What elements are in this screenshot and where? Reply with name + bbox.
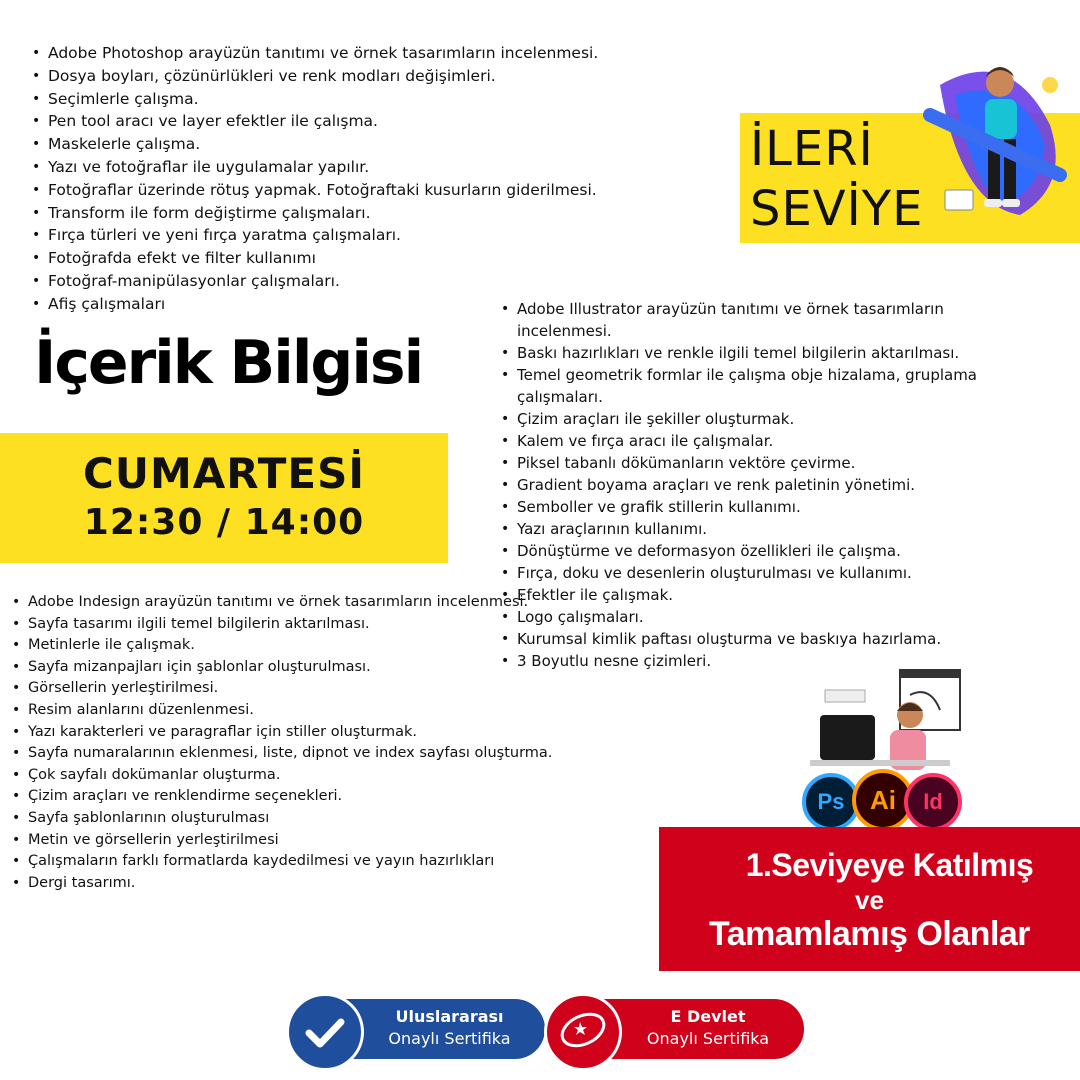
list-item: • Kalem ve fırça aracı ile çalışmalar. <box>497 430 1037 452</box>
list-item: • Fotoğraf-manipülasyonlar çalışmaları. <box>28 270 708 293</box>
list-item: • Afiş çalışmaları <box>28 293 708 316</box>
list-item: • Yazı araçlarının kullanımı. <box>497 518 1037 540</box>
list-item: • Logo çalışmaları. <box>497 606 1037 628</box>
international-cert-title: Uluslararası <box>395 1007 504 1026</box>
apps-illustration <box>780 665 980 830</box>
photoshop-badge: Ps <box>802 773 860 831</box>
schedule-day: CUMARTESİ <box>83 449 365 498</box>
list-item: • Piksel tabanlı dökümanların vektöre çevirme. <box>497 452 1037 474</box>
level-label: İLERİ SEVİYE <box>750 121 924 237</box>
indesign-badge: Id <box>904 773 962 831</box>
checkmark-icon <box>286 993 364 1071</box>
list-item: • Çizim araçları ve renklendirme seçenekleri. <box>8 786 568 808</box>
workstation-illustration <box>780 665 980 785</box>
list-item: • Çizim araçları ile şekiller oluşturmak. <box>497 408 1037 430</box>
content-title: İçerik Bilgisi <box>34 328 423 398</box>
list-item: • Efektler ile çalışmak. <box>497 584 1037 606</box>
list-item: • Adobe Illustrator arayüzün tanıtımı ve örnek tasarımların incelenmesi. <box>497 298 1037 342</box>
indesign-topics-list <box>8 592 568 894</box>
international-certificate-badge <box>290 999 545 1059</box>
list-item: • Transform ile form değiştirme çalışmaları. <box>28 202 708 225</box>
list-item: • Semboller ve grafik stillerin kullanımı. <box>497 496 1037 518</box>
edevlet-logo-icon <box>544 993 622 1071</box>
list-item: • Yazı karakterleri ve paragraflar için stiller oluşturmak. <box>8 722 568 744</box>
list-item: • Sayfa şablonlarının oluşturulması <box>8 808 568 830</box>
requirement-line-3: Tamamlamış Olanlar <box>708 915 1031 953</box>
list-item: • Temel geometrik formlar ile çalışma obje hizalama, gruplama çalışmaları. <box>497 364 1037 408</box>
illustrator-topics-list <box>497 298 1037 672</box>
requirement-line-2: ve <box>855 885 884 915</box>
list-item: • Sayfa tasarımı ilgili temel bilgilerin aktarılması. <box>8 614 568 636</box>
list-item: • 3 Boyutlu nesne çizimleri. <box>497 650 1037 672</box>
list-item: • Fotoğraflar üzerinde rötuş yapmak. Fotoğraftaki kusurların giderilmesi. <box>28 179 708 202</box>
list-item: • Resim alanlarını düzenlenmesi. <box>8 700 568 722</box>
list-item: • Seçimlerle çalışma. <box>28 88 708 111</box>
requirement-banner <box>659 827 1080 971</box>
list-item: • Maskelerle çalışma. <box>28 133 708 156</box>
edevlet-cert-subtitle: Onaylı Sertifika <box>646 1029 770 1048</box>
list-item: • Çalışmaların farklı formatlarda kaydedilmesi ve yayın hazırlıkları <box>8 851 568 873</box>
list-item: • Dosya boyları, çözünürlükleri ve renk modları değişimleri. <box>28 65 708 88</box>
international-cert-subtitle: Onaylı Sertifika <box>388 1029 511 1048</box>
list-item: • Metinlerle ile çalışmak. <box>8 635 568 657</box>
list-item: • Çok sayfalı dokümanlar oluşturma. <box>8 765 568 787</box>
list-item: • Sayfa numaralarının eklenmesi, liste, dipnot ve index sayfası oluşturma. <box>8 743 568 765</box>
list-item: • Dergi tasarımı. <box>8 873 568 895</box>
photoshop-topics-list <box>28 42 708 316</box>
list-item: • Adobe Photoshop arayüzün tanıtımı ve örnek tasarımların incelenmesi. <box>28 42 708 65</box>
list-item: • Fırça, doku ve desenlerin oluşturulması ve kullanımı. <box>497 562 1037 584</box>
schedule-time: 12:30 / 14:00 <box>83 502 365 543</box>
list-item: • Adobe Indesign arayüzün tanıtımı ve örnek tasarımların incelenmesi. <box>8 592 568 614</box>
list-item: • Kurumsal kimlik paftası oluşturma ve baskıya hazırlama. <box>497 628 1037 650</box>
list-item: • Görsellerin yerleştirilmesi. <box>8 678 568 700</box>
list-item: • Fırça türleri ve yeni fırça yaratma çalışmaları. <box>28 224 708 247</box>
list-item: • Yazı ve fotoğraflar ile uygulamalar yapılır. <box>28 156 708 179</box>
list-item: • Baskı hazırlıkları ve renkle ilgili temel bilgilerin aktarılması. <box>497 342 1037 364</box>
designer-illustration <box>900 55 1080 245</box>
list-item: • Gradient boyama araçları ve renk paletinin yönetimi. <box>497 474 1037 496</box>
edevlet-cert-title: E Devlet <box>670 1007 746 1026</box>
list-item: • Sayfa mizanpajları için şablonlar oluşturulması. <box>8 657 568 679</box>
list-item: • Metin ve görsellerin yerleştirilmesi <box>8 830 568 852</box>
list-item: • Pen tool aracı ve layer efektler ile çalışma. <box>28 110 708 133</box>
list-item: • Dönüştürme ve deformasyon özellikleri ile çalışma. <box>497 540 1037 562</box>
requirement-line-1: 1.Seviyeye Katılmış <box>745 847 1034 883</box>
illustrator-badge: Ai <box>852 769 914 831</box>
list-item: • Fotoğrafda efekt ve filter kullanımı <box>28 247 708 270</box>
edevlet-certificate-badge <box>548 999 804 1059</box>
schedule-banner <box>0 433 448 563</box>
